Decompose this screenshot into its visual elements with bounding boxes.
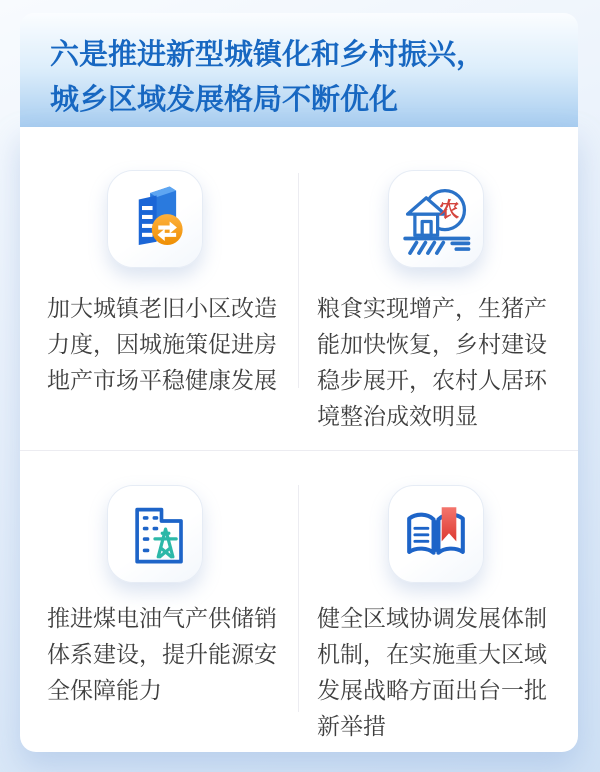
icon-tile-agriculture [388, 170, 484, 268]
header-line-1: 六是推进新型城镇化和乡村振兴， [50, 39, 486, 71]
content-card [20, 127, 578, 752]
energy-plant-pylon-icon [116, 495, 194, 573]
section-text-urban-renewal: 加大城镇老旧小区改造力度，因城施策促进房地产市场平稳健康发展 [47, 295, 277, 393]
header-line-2: 城乡区域发展格局不断优化 [50, 84, 399, 116]
nong-character: 农 [438, 199, 460, 222]
divider-vertical-top [298, 173, 299, 388]
divider-horizontal [20, 450, 578, 451]
icon-tile-regional [388, 485, 484, 583]
building-exchange-icon [116, 180, 194, 258]
section-text-energy: 推进煤电油气产供储销体系建设，提升能源安全保障能力 [47, 605, 277, 703]
divider-vertical-bottom [298, 485, 299, 712]
icon-tile-energy [107, 485, 203, 583]
header-banner [20, 13, 578, 127]
icon-tile-urban-renewal [107, 170, 203, 268]
open-book-bookmark-icon [397, 495, 475, 573]
section-text-agriculture: 粮食实现增产，生猪产能加快恢复，乡村建设稳步展开，农村人居环境整治成效明显 [317, 295, 547, 429]
section-text-regional: 健全区域协调发展体制机制，在实施重大区域发展战略方面出台一批新举措 [317, 605, 547, 739]
farm-house-icon [397, 180, 475, 258]
